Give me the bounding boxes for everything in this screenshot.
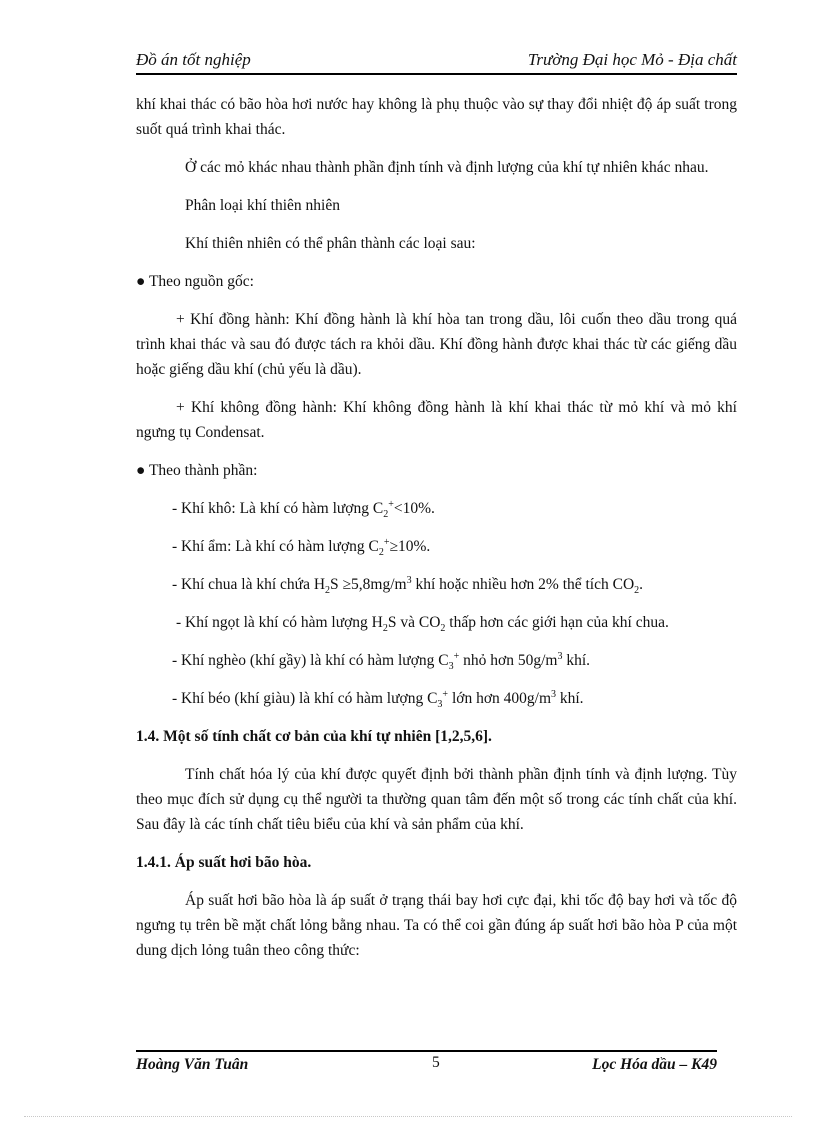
footer-author: Hoàng Văn Tuân: [136, 1056, 249, 1073]
paragraph-classification-intro: Khí thiên nhiên có thể phân thành các loại sau:: [185, 235, 476, 252]
bullet-by-composition: ● Theo thành phần:: [136, 462, 258, 479]
item-wet-gas: - Khí ẩm: Là khí có hàm lượng $C_2^+\ge 10\%$.: [172, 536, 431, 559]
section-heading-1-4: 1.4. Một số tính chất cơ bản của khí tự nhiên [1,2,5,6].: [136, 728, 492, 745]
item-dry-gas: - Khí khô: Là khí có hàm lượng $C_2^+<10\%$.: [172, 498, 435, 521]
item-rich-gas: - Khí béo (khí giàu) là khí có hàm lượng $C_3^+$ lớn hơn $400g/m^3$ khí.: [172, 688, 584, 711]
paragraph-composition: Ở các mỏ khác nhau thành phần định tính và định lượng của khí tự nhiên khác nhau.: [185, 159, 709, 176]
section-heading-1-4-1: 1.4.1. Áp suất hơi bão hòa.: [136, 854, 312, 871]
page-edge-dotted-line: [24, 1116, 792, 1117]
footer-course: Lọc Hóa dầu – K49: [592, 1056, 717, 1073]
bullet-by-origin: ● Theo nguồn gốc:: [136, 273, 254, 290]
page-number: 5: [432, 1054, 440, 1071]
header-university: Trường Đại học Mỏ - Địa chất: [527, 50, 737, 69]
header-rule: [136, 73, 737, 75]
item-sweet-gas: - Khí ngọt là khí có hàm lượng $H_2S$ và $CO_2$ thấp hơn các giới hạn của khí chua.: [176, 614, 669, 635]
paragraph-vapor-pressure: Áp suất hơi bão hòa là áp suất ở trạng thái bay hơi cực đại, khi tốc độ bay hơi và tốc độ ngưng tụ trên bề mặt chất lỏng bằng nhau. Ta có thể coi gần đúng áp suất hơi bão hòa P của một dung dịch lỏng tuân theo công thức:: [136, 892, 737, 959]
paragraph-associated-gas: + Khí đồng hành: Khí đồng hành là khí hòa tan trong dầu, lôi cuốn theo dầu trong quá trình khai thác và sau đó được tách ra khỏi dầu. Khí đồng hành được khai thác từ các giếng dầu hoặc giếng dầu khí (chủ yếu là dầu).: [136, 311, 737, 378]
item-sour-gas: - Khí chua là khí chứa $H_2S \ge 5,8mg/m^3$ khí hoặc nhiều hơn 2% thể tích $CO_2$.: [172, 574, 644, 597]
page-footer: [136, 1054, 717, 1076]
paragraph-non-associated-gas: + Khí không đồng hành: Khí không đồng hành là khí khai thác từ mỏ khí và mỏ khí ngưng tụ Condensat.: [136, 399, 737, 441]
item-lean-gas: - Khí nghèo (khí gầy) là khí có hàm lượng $C_3^+$ nhỏ hơn $50g/m^3$ khí.: [172, 650, 590, 673]
paragraph-classification-title: Phân loại khí thiên nhiên: [185, 197, 340, 214]
footer-rule: [136, 1050, 717, 1052]
page-body: [136, 92, 737, 976]
paragraph-continuation: khí khai thác có bão hòa hơi nước hay không là phụ thuộc vào sự thay đổi nhiệt độ áp suất trong suốt quá trình khai thác.: [136, 96, 737, 138]
paragraph-properties-intro: Tính chất hóa lý của khí được quyết định bởi thành phần định tính và định lượng. Tùy theo mục đích sử dụng cụ thể người ta thường quan tâm đến một số trong các tính chất của khí. Sau đây là các tính chất tiêu biểu của khí và sản phẩm của khí.: [136, 766, 737, 833]
header-document-type: Đồ án tốt nghiệp: [136, 50, 251, 69]
page-header: [136, 50, 737, 72]
